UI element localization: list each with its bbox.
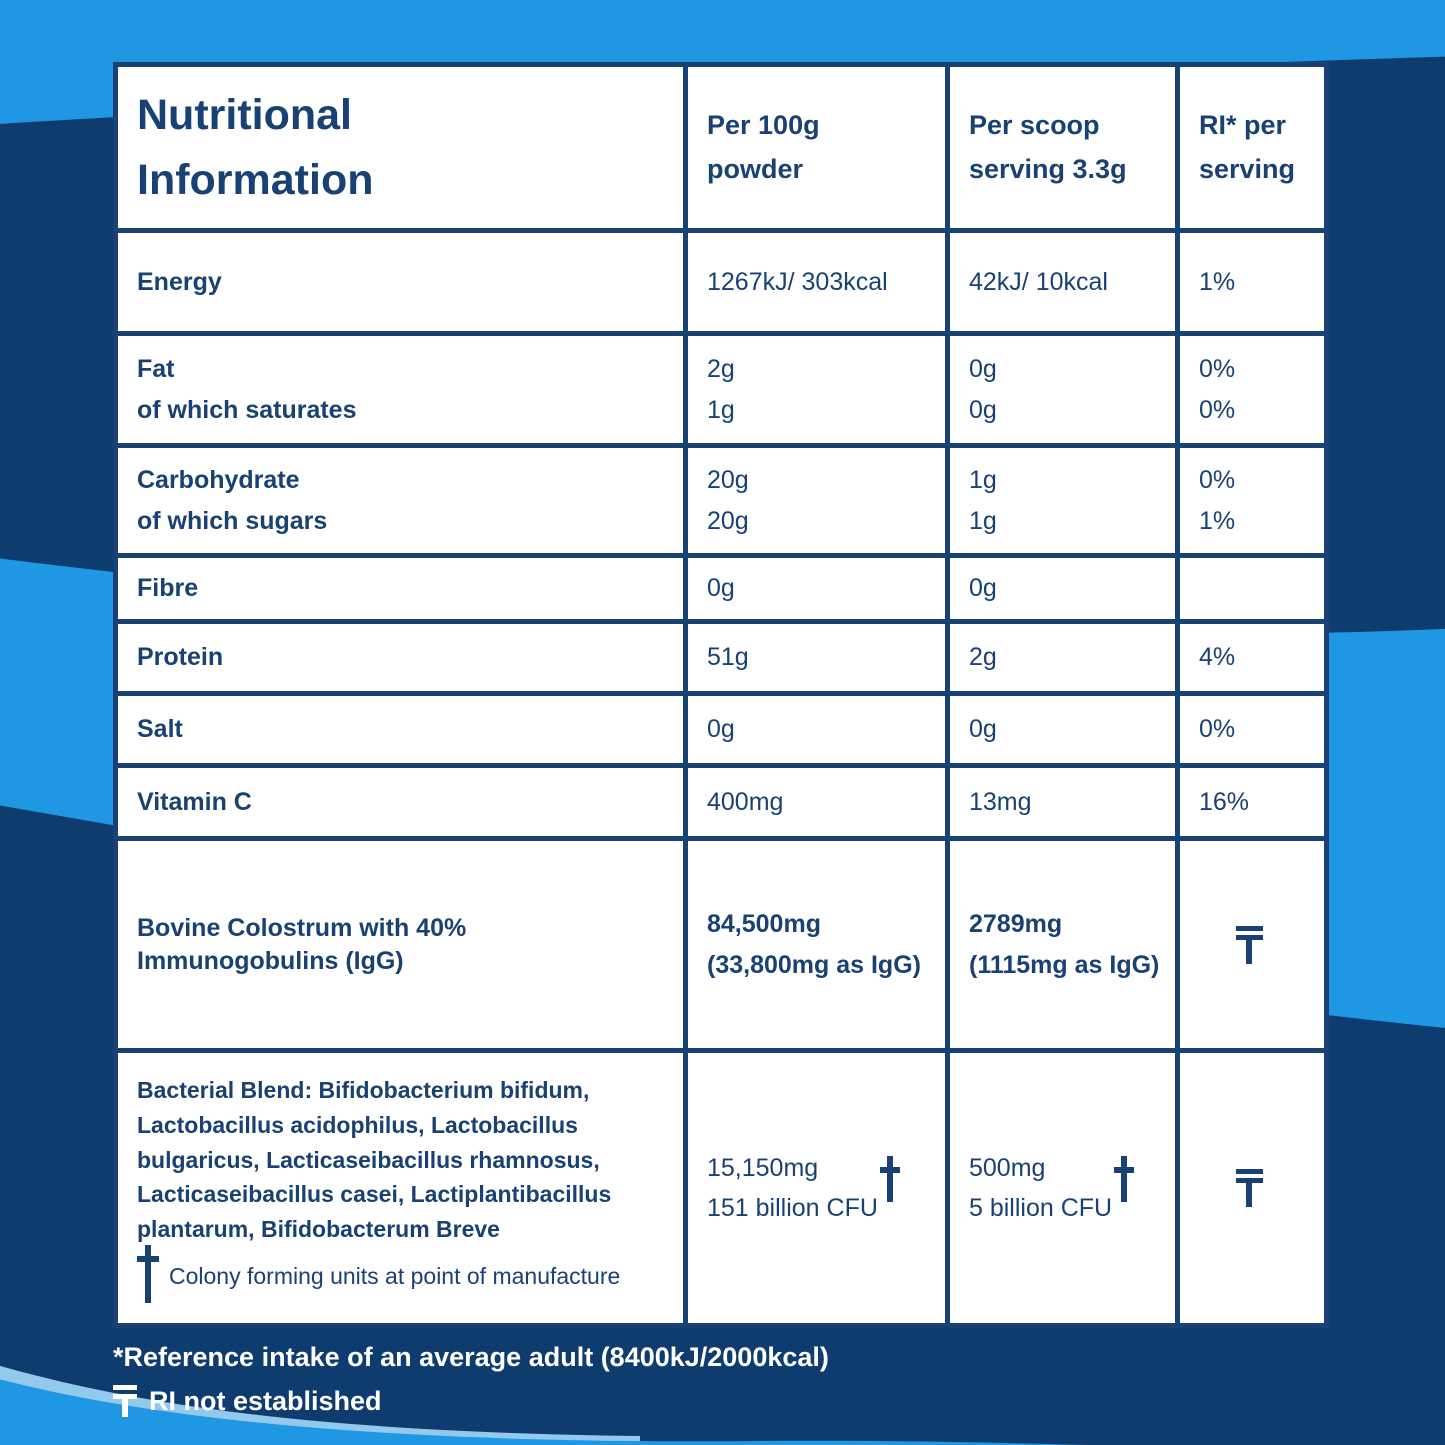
table-cell: 0g [688, 696, 950, 768]
table-cell: 13mg [950, 768, 1180, 841]
dagger-icon [880, 1156, 900, 1202]
dagger-icon [137, 1245, 159, 1303]
table-cell: 51g [688, 624, 950, 696]
cfu-value [707, 1152, 931, 1225]
table-cell: 20g 20g [688, 448, 950, 558]
table-cell: 84,500mg (33,800mg as IgG) [688, 841, 950, 1053]
table-row-label: Protein [118, 624, 688, 696]
table-cell [950, 1053, 1180, 1323]
table-cell: 0% 0% [1180, 336, 1324, 448]
table-cell: 1267kJ/ 303kcal [688, 233, 950, 336]
column-header: Per 100g powder [707, 110, 820, 184]
ri-not-established-icon [1236, 926, 1263, 964]
nutrition-table [113, 62, 1329, 1328]
cfu-text: 500mg 5 billion CFU [969, 1153, 1113, 1222]
table-cell: 2g [950, 624, 1180, 696]
reference-intake-note: *Reference intake of an average adult (8400kJ/2000kcal) [113, 1342, 829, 1372]
table-row-label: Energy [118, 233, 688, 336]
table-cell: 0% 1% [1180, 448, 1324, 558]
header-per100g-cell [688, 67, 950, 233]
ri-not-established-icon [113, 1385, 137, 1417]
column-header: RI* per serving [1199, 110, 1296, 184]
table-cell: 1% [1180, 233, 1324, 336]
table-cell: 0g 0g [950, 336, 1180, 448]
cfu-note: Colony forming units at point of manufacture [137, 1249, 669, 1303]
table-cell: 4% [1180, 624, 1324, 696]
table-cell [1180, 841, 1324, 1053]
table-cell: 1g 1g [950, 448, 1180, 558]
table-cell: 2g 1g [688, 336, 950, 448]
cfu-value [969, 1152, 1161, 1225]
ri-not-established-icon [1236, 1169, 1263, 1207]
bacterial-blend-label: Bacterial Blend: Bifidobacterium bifidum, Lactobacillus acidophilus, Lactobacillus bulgaricus, Lacticaseibacillus rhamnosus, Lacticaseibacillus casei, Lactiplantibacillus plantarum, Bifidobacterum Breve Colony forming units at point of manufacture [118, 1053, 688, 1323]
table-cell: 0g [950, 558, 1180, 624]
table-row-label: Salt [118, 696, 688, 768]
cfu-text: 15,150mg 151 billion CFU [707, 1153, 878, 1222]
dagger-icon [1114, 1156, 1134, 1202]
table-cell [688, 1053, 950, 1323]
table-cell: 400mg [688, 768, 950, 841]
header-ri-cell [1180, 67, 1324, 233]
table-cell: 0% [1180, 696, 1324, 768]
table-cell: 16% [1180, 768, 1324, 841]
ri-not-established-note: RI not established [113, 1385, 829, 1417]
table-row-label: Vitamin C [118, 768, 688, 841]
table-row-label: Fat of which saturates [118, 336, 688, 448]
table-cell: 42kJ/ 10kcal [950, 233, 1180, 336]
footnotes [113, 1342, 829, 1417]
table-row-label: Carbohydrate of which sugars [118, 448, 688, 558]
table-title: Nutritional Information [137, 91, 374, 204]
header-perscoop-cell [950, 67, 1180, 233]
header-title-cell [118, 67, 688, 233]
table-cell [1180, 558, 1324, 624]
table-cell: 0g [688, 558, 950, 624]
bovine-colostrum-label: Bovine Colostrum with 40% Immunogobulins (IgG) [118, 841, 688, 1053]
column-header: Per scoop serving 3.3g [969, 110, 1127, 184]
table-cell: 0g [950, 696, 1180, 768]
table-cell [1180, 1053, 1324, 1323]
table-row-label: Fibre [118, 558, 688, 624]
table-cell: 2789mg (1115mg as IgG) [950, 841, 1180, 1053]
